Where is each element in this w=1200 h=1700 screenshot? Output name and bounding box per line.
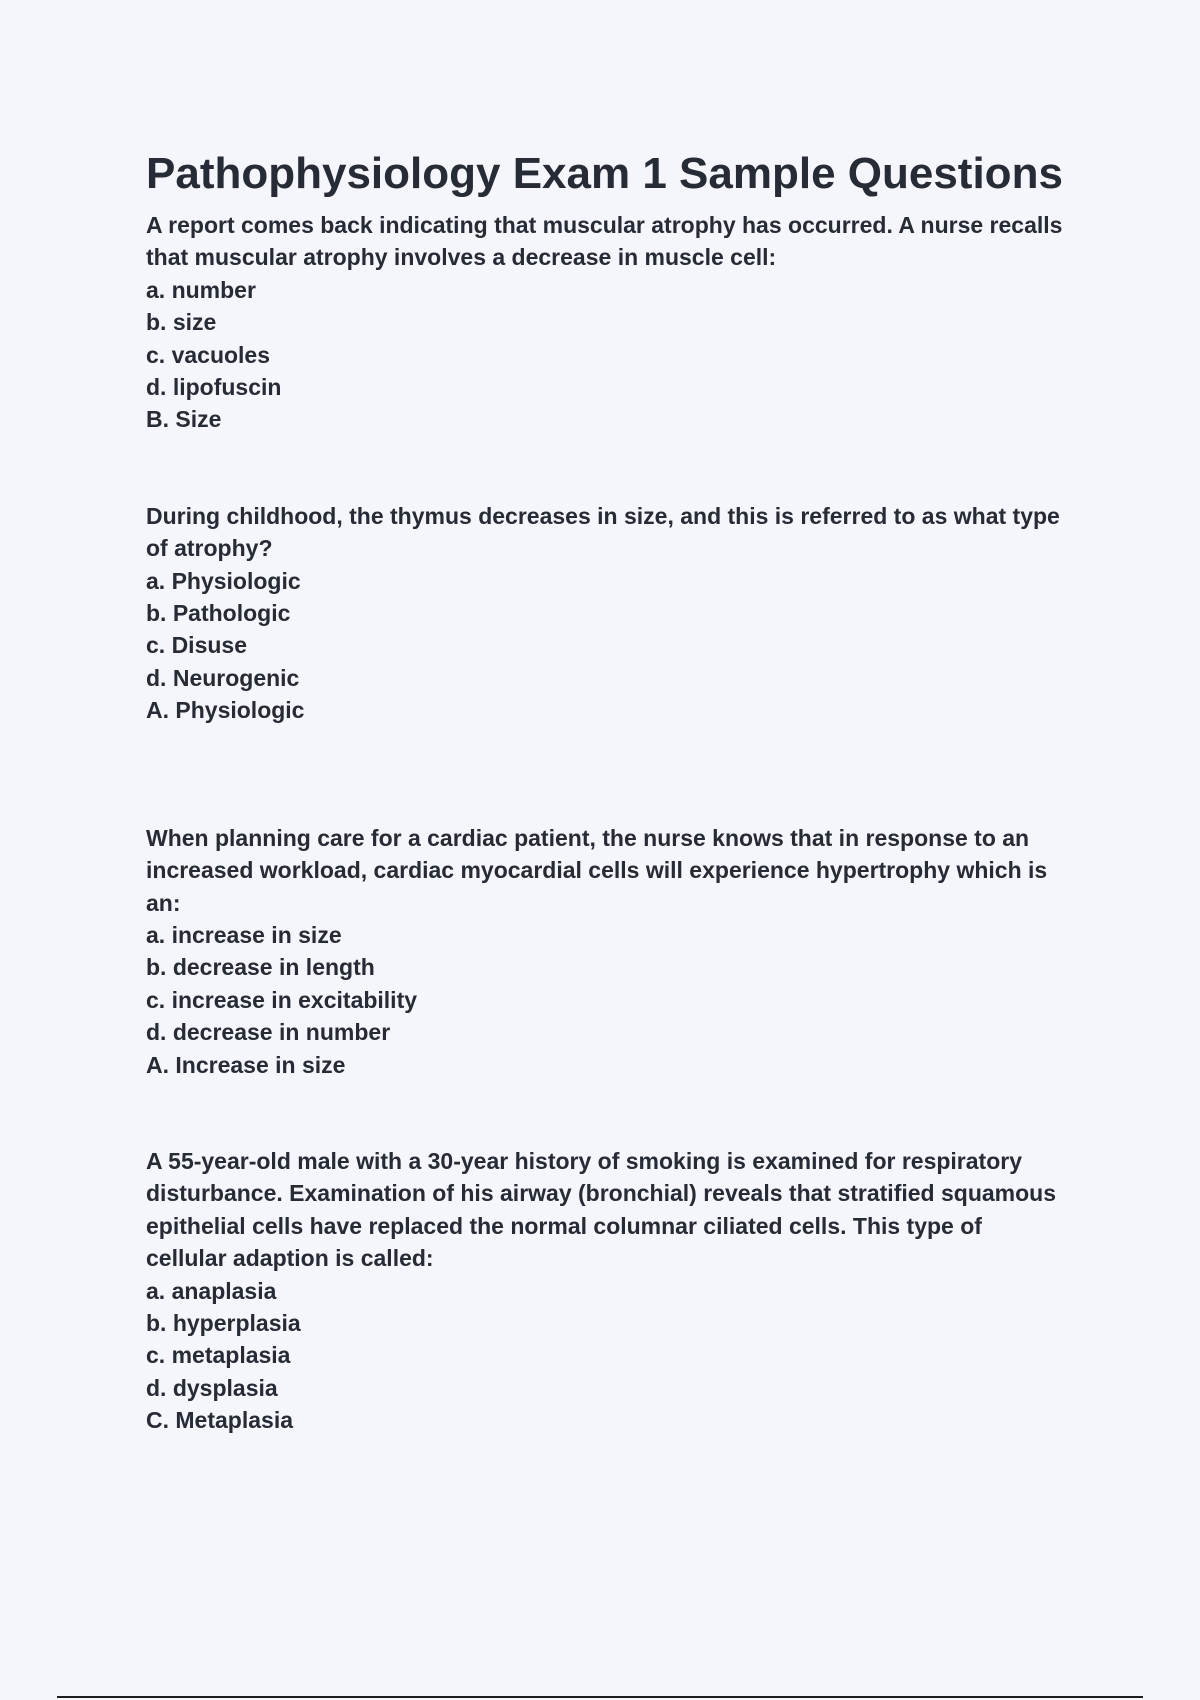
- option-list: [146, 919, 1066, 1049]
- answer: B. Size: [146, 406, 222, 433]
- option-list: [146, 274, 1066, 404]
- question-text: A report comes back indicating that muscular atrophy has occurred. A nurse recalls that muscular atrophy involves a decrease in muscle cell:: [146, 212, 1063, 271]
- option-a: a. anaplasia: [146, 1277, 277, 1304]
- question-2: [146, 500, 1066, 727]
- option-b: b. size: [146, 309, 217, 336]
- option-d: d. lipofuscin: [146, 374, 282, 401]
- option-list: [146, 1275, 1066, 1405]
- page-title: Pathophysiology Exam 1 Sample Questions: [146, 149, 1063, 198]
- option-a: a. number: [146, 276, 256, 303]
- option-b: b. Pathologic: [146, 600, 291, 627]
- option-d: d. decrease in number: [146, 1019, 391, 1046]
- answer: A. Increase in size: [146, 1051, 346, 1078]
- option-a: a. increase in size: [146, 921, 342, 948]
- question-3: [146, 822, 1066, 1081]
- answer: A. Physiologic: [146, 697, 305, 724]
- question-4: [146, 1145, 1066, 1437]
- option-d: d. Neurogenic: [146, 664, 300, 691]
- option-c: c. vacuoles: [146, 341, 271, 368]
- option-a: a. Physiologic: [146, 567, 301, 594]
- option-b: b. hyperplasia: [146, 1309, 301, 1336]
- question-text: During childhood, the thymus decreases in size, and this is referred to as what type of atrophy?: [146, 502, 1060, 562]
- option-b: b. decrease in length: [146, 954, 375, 981]
- option-list: [146, 565, 1066, 695]
- option-c: c. increase in excitability: [146, 986, 418, 1013]
- option-d: d. dysplasia: [146, 1374, 278, 1401]
- footer-divider: [57, 1696, 1143, 1698]
- option-c: c. Disuse: [146, 632, 247, 659]
- question-1: [146, 209, 1066, 436]
- question-text: A 55-year-old male with a 30-year history of smoking is examined for respiratory disturbance. Examination of his airway (bronchial) reveals that stratified squamous epithelial cells have replaced the normal columnar ciliated cells. This type of cellular adaption is called:: [146, 1147, 1057, 1272]
- document-page: [146, 140, 1066, 1437]
- answer: C. Metaplasia: [146, 1407, 293, 1434]
- option-c: c. metaplasia: [146, 1342, 291, 1369]
- question-text: When planning care for a cardiac patient, the nurse knows that in response to an increased workload, cardiac myocardial cells will experience hypertrophy which is an:: [146, 824, 1048, 916]
